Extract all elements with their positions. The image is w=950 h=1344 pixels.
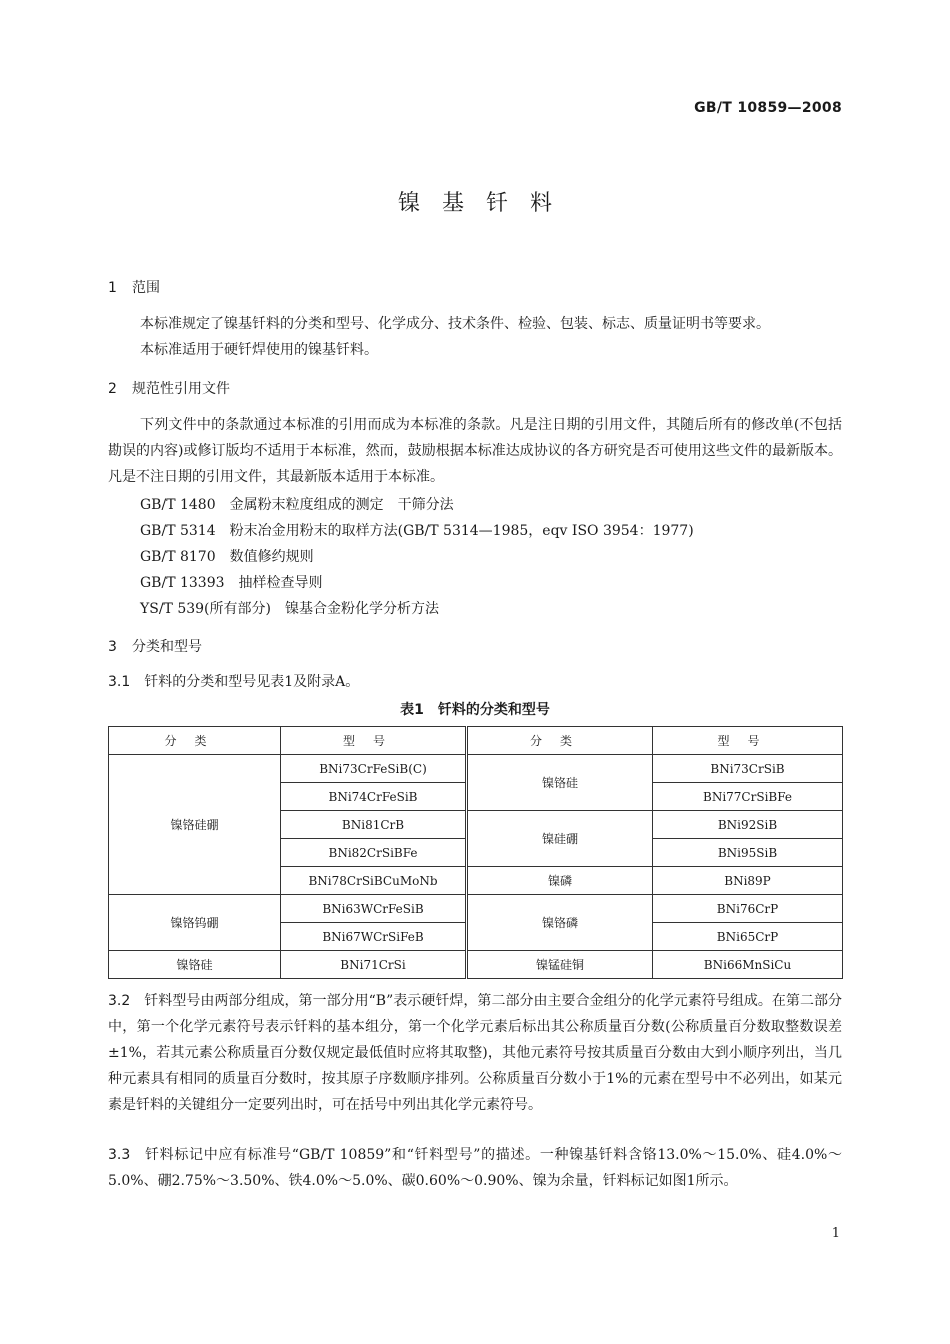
model-cell: BNi71CrSi — [281, 951, 467, 979]
model-cell: BNi78CrSiBCuMoNb — [281, 867, 467, 895]
clause-number: 3.1 — [108, 674, 131, 690]
section-title: 范围 — [132, 280, 160, 296]
reference-item: YS/T 539(所有部分) 镍基合金粉化学分析方法 — [140, 601, 439, 617]
category-cell: 镍磷 — [467, 867, 653, 895]
model-cell: BNi73CrSiB — [653, 755, 843, 783]
header-model: 型号 — [281, 727, 467, 755]
section-title: 分类和型号 — [132, 639, 202, 655]
clause-text: 钎料的分类和型号见表1及附录A。 — [144, 674, 360, 690]
reference-item: GB/T 1480 金属粉末粒度组成的测定 干筛分法 — [140, 497, 454, 513]
model-cell: BNi67WCrSiFeB — [281, 923, 467, 951]
section-1-heading — [108, 277, 160, 297]
section-3-heading — [108, 636, 202, 656]
section-number: 3 — [108, 639, 117, 655]
clause-text: 钎料型号由两部分组成，第一部分用“B”表示硬钎焊，第二部分由主要合金组分的化学元素符号组成。在第二部分中，第一个化学元素符号表示钎料的基本组分，第一个化学元素后标出其公称质量百分数(公称质量百分数取整数误差±1%，若其元素公称质量百分数仅规定最低值时应将其取整)，其他元素符号按其质量百分数由大到小顺序列出，当几种元素具有相同的质量百分数时，按其原子序数顺序排列。公称质量百分数小于1%的元素在型号中不必列出，如某元素是钎料的关键组分一定要列出时，可在括号中列出其化学元素符号。 — [108, 993, 842, 1113]
model-cell: BNi74CrFeSiB — [281, 783, 467, 811]
model-cell: BNi81CrB — [281, 811, 467, 839]
category-cell: 镍铬硅 — [467, 755, 653, 811]
document-title: 镍基钎料 — [397, 191, 574, 216]
section-2-heading — [108, 378, 230, 398]
clause-3-1 — [108, 669, 842, 695]
section-number: 2 — [108, 381, 117, 397]
clause-3-2 — [108, 988, 842, 1118]
clause-text: 钎料标记中应有标准号“GB/T 10859”和“钎料型号”的描述。一种镍基钎料含铬13.0%～15.0%、硅4.0%～5.0%、硼2.75%～3.50%、铁4.0%～5.0%、碳0.60%～0.90%、镍为余量，钎料标记如图1所示。 — [108, 1147, 842, 1189]
table-row — [109, 951, 843, 979]
category-cell: 镍铬钨硼 — [109, 895, 281, 951]
category-cell: 镍锰硅铜 — [467, 951, 653, 979]
page-number: 1 — [831, 1226, 840, 1241]
section-1-paragraph-1: 本标准规定了镍基钎料的分类和型号、化学成分、技术条件、检验、包装、标志、质量证明书等要求。 — [140, 316, 770, 332]
reference-item: GB/T 13393 抽样检查导则 — [140, 575, 323, 591]
model-cell: BNi66MnSiCu — [653, 951, 843, 979]
model-cell: BNi92SiB — [653, 811, 843, 839]
standard-code: GB/T 10859—2008 — [694, 100, 842, 116]
reference-item: GB/T 8170 数值修约规则 — [140, 549, 314, 565]
table-row — [109, 755, 843, 783]
table-caption: 表1 钎料的分类和型号 — [400, 702, 550, 718]
reference-item: GB/T 5314 粉末冶金用粉末的取样方法(GB/T 5314—1985，eqv ISO 3954：1977) — [140, 523, 694, 539]
model-cell: BNi77CrSiBFe — [653, 783, 843, 811]
category-cell: 镍硅硼 — [467, 811, 653, 867]
clause-3-3 — [108, 1142, 842, 1194]
model-cell: BNi89P — [653, 867, 843, 895]
category-cell: 镍铬磷 — [467, 895, 653, 951]
section-title: 规范性引用文件 — [132, 381, 230, 397]
header-category: 分类 — [467, 727, 653, 755]
table-row — [109, 895, 843, 923]
model-cell: BNi73CrFeSiB(C) — [281, 755, 467, 783]
model-cell: BNi95SiB — [653, 839, 843, 867]
clause-number: 3.3 — [108, 1147, 131, 1163]
section-2-intro: 下列文件中的条款通过本标准的引用而成为本标准的条款。凡是注日期的引用文件，其随后所有的修改单(不包括勘误的内容)或修订版均不适用于本标准，然而，鼓励根据本标准达成协议的各方研究是否可使用这些文件的最新版本。凡是不注日期的引用文件，其最新版本适用于本标准。 — [108, 417, 842, 485]
model-cell: BNi76CrP — [653, 895, 843, 923]
model-cell: BNi65CrP — [653, 923, 843, 951]
category-cell: 镍铬硅硼 — [109, 755, 281, 895]
model-cell: BNi63WCrFeSiB — [281, 895, 467, 923]
model-cell: BNi82CrSiBFe — [281, 839, 467, 867]
classification-table — [108, 726, 843, 979]
section-number: 1 — [108, 280, 117, 296]
header-model: 型号 — [653, 727, 843, 755]
table-header-row — [109, 727, 843, 755]
section-1-paragraph-2: 本标准适用于硬钎焊使用的镍基钎料。 — [140, 342, 378, 358]
category-cell: 镍铬硅 — [109, 951, 281, 979]
header-category: 分类 — [109, 727, 281, 755]
clause-number: 3.2 — [108, 993, 131, 1009]
